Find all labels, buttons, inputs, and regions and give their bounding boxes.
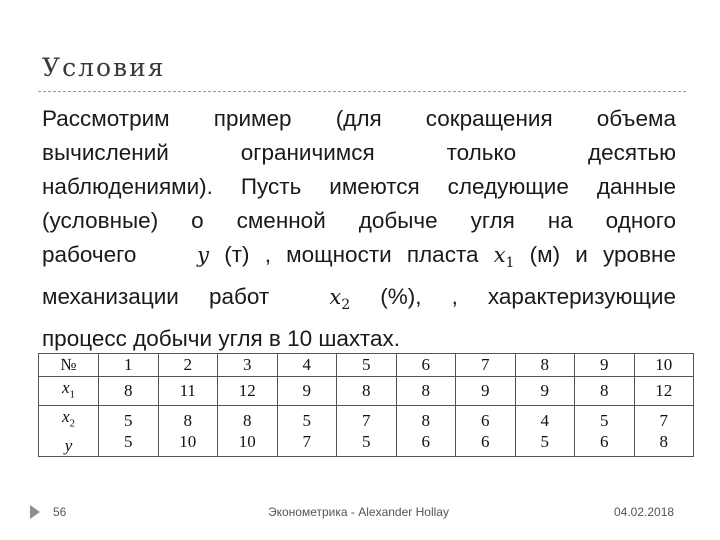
cell-x2: 8	[421, 411, 430, 431]
page-number: 56	[53, 505, 67, 519]
table-cell: 8	[99, 377, 159, 406]
table-cell: 8	[396, 377, 456, 406]
cell-y: 6	[600, 432, 609, 452]
paragraph-line: вычислений ограничимся только десятью	[42, 140, 676, 165]
cell-x2: 4	[540, 411, 549, 431]
paragraph-line: (условные) о сменной добыче угля на одного	[42, 208, 676, 233]
table-cell	[277, 406, 337, 456]
cell-y: 10	[179, 432, 197, 452]
row-label-x1: $x_1$	[39, 377, 99, 406]
cell-y: 6	[481, 432, 490, 452]
table-row-header	[39, 354, 694, 377]
table-cell: 10	[634, 354, 694, 377]
table-cell: 9	[575, 354, 635, 377]
footer-center-text: Эконометрика - Alexander Hollay	[268, 505, 449, 519]
table-cell	[456, 406, 516, 456]
paragraph-text: (м) и уровне	[529, 242, 676, 267]
title-divider	[38, 91, 686, 92]
table-cell	[396, 406, 456, 456]
paragraph-text: (%), , характеризующие	[380, 284, 676, 310]
row-label-x2-y	[39, 406, 99, 456]
slide-title: Условия	[42, 53, 166, 82]
table-cell: 6	[396, 354, 456, 377]
cell-x2: 8	[183, 411, 192, 431]
paragraph-text: (т) , мощности пласта	[224, 242, 494, 267]
table-cell	[575, 406, 635, 456]
paragraph-line	[42, 238, 676, 280]
cell-y: 5	[124, 432, 133, 452]
cell-y: 5	[540, 432, 549, 452]
table-cell: 3	[218, 354, 278, 377]
table-header-label: №	[39, 354, 99, 377]
table-cell: 9	[277, 377, 337, 406]
table-cell	[337, 406, 397, 456]
cell-x2: 5	[600, 411, 609, 431]
table-cell	[99, 406, 159, 456]
condition-paragraph	[42, 102, 676, 356]
paragraph-line: наблюдениями). Пусть имеются следующие данные	[42, 174, 676, 199]
table-cell: 9	[456, 377, 516, 406]
bullet-arrow-icon	[30, 505, 40, 519]
cell-x2: 7	[362, 411, 371, 431]
table-cell	[158, 406, 218, 456]
cell-x2: 8	[243, 411, 252, 431]
table-cell: 7	[456, 354, 516, 377]
table-cell: 8	[515, 354, 575, 377]
table-cell: 2	[158, 354, 218, 377]
paragraph-text: рабочего	[42, 242, 152, 267]
footer-date: 04.02.2018	[614, 505, 675, 519]
cell-x2: 5	[302, 411, 311, 431]
variable-x1: $x_1$	[493, 243, 515, 272]
table-cell	[634, 406, 694, 456]
table-cell: 12	[634, 377, 694, 406]
cell-x2: 7	[659, 411, 668, 431]
variable-y: y	[197, 243, 210, 267]
table-cell: 4	[277, 354, 337, 377]
table-row-x2-y	[39, 406, 694, 456]
cell-y: 8	[659, 432, 668, 452]
paragraph-line	[42, 280, 676, 322]
table-cell: 11	[158, 377, 218, 406]
row-label-x2: $x_2$	[61, 407, 76, 430]
paragraph-line: процесс добычи угля в 10 шахтах.	[42, 326, 400, 352]
row-label-y: y	[64, 435, 73, 455]
table-cell	[218, 406, 278, 456]
cell-x2: 5	[124, 411, 133, 431]
table-cell: 12	[218, 377, 278, 406]
table-cell: 8	[337, 377, 397, 406]
mines-data-table	[38, 353, 694, 457]
paragraph-text: механизации работ	[42, 284, 300, 310]
table-cell	[515, 406, 575, 456]
cell-y: 6	[421, 432, 430, 452]
cell-x2: 6	[481, 411, 490, 431]
cell-y: 10	[238, 432, 256, 452]
table-cell: 1	[99, 354, 159, 377]
table-row-x1	[39, 377, 694, 406]
cell-y: 7	[302, 432, 311, 452]
table-cell: 5	[337, 354, 397, 377]
cell-y: 5	[362, 432, 371, 452]
table-cell: 8	[575, 377, 635, 406]
table-cell: 9	[515, 377, 575, 406]
variable-x2: $x_2$	[329, 285, 351, 314]
paragraph-line: Рассмотрим пример (для сокращения объема	[42, 106, 676, 131]
